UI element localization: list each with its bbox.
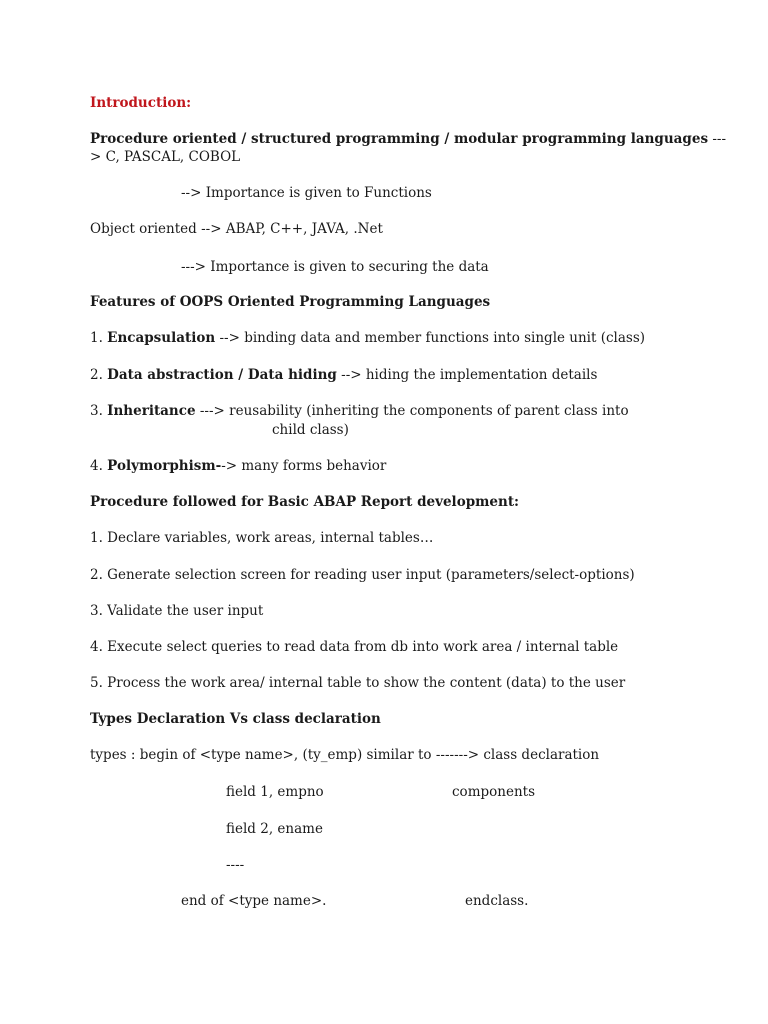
types-field1: field 1, empno xyxy=(226,784,324,800)
class-endclass: endclass. xyxy=(465,893,529,909)
object-oriented-line: Object oriented --> ABAP, C++, JAVA, .Net xyxy=(90,221,383,237)
feature-desc-continued: child class) xyxy=(272,422,349,438)
feature-number: 3. xyxy=(90,403,108,419)
object-oriented-importance: ---> Importance is given to securing the data xyxy=(181,259,489,275)
feature-number: 2. xyxy=(90,367,108,383)
types-field2: field 2, ename xyxy=(226,821,323,837)
procedure-oriented-tail: --- xyxy=(708,131,727,147)
feature-term: Polymorphism- xyxy=(107,458,222,474)
procedure-oriented-languages: > C, PASCAL, COBOL xyxy=(90,149,241,165)
feature-number: 1. xyxy=(90,330,108,346)
types-heading: Types Declaration Vs class declaration xyxy=(90,711,381,727)
feature-item xyxy=(90,402,629,420)
feature-number: 4. xyxy=(90,458,108,474)
feature-desc: -> many forms behavior xyxy=(221,458,387,474)
step-item: 4. Execute select queries to read data from db into work area / internal table xyxy=(90,639,619,655)
feature-desc: --> binding data and member functions into single unit (class) xyxy=(215,330,646,346)
feature-term: Encapsulation xyxy=(107,330,216,346)
intro-heading: Introduction: xyxy=(90,95,192,111)
step-item: 1. Declare variables, work areas, internal tables… xyxy=(90,530,434,546)
types-dashes: ---- xyxy=(226,857,245,873)
procedure-oriented-importance: --> Importance is given to Functions xyxy=(181,185,432,201)
feature-desc: ---> reusability (inheriting the components of parent class into xyxy=(195,403,629,419)
features-heading: Features of OOPS Oriented Programming Languages xyxy=(90,294,491,310)
step-item: 2. Generate selection screen for reading user input (parameters/select-options) xyxy=(90,567,635,583)
feature-term: Data abstraction / Data hiding xyxy=(107,367,337,383)
step-item: 3. Validate the user input xyxy=(90,603,264,619)
feature-item xyxy=(90,457,386,475)
procedure-oriented-line xyxy=(90,130,726,148)
feature-item xyxy=(90,366,597,384)
feature-desc: --> hiding the implementation details xyxy=(336,367,598,383)
class-components: components xyxy=(452,784,535,800)
types-end-line: end of <type name>. xyxy=(181,893,327,909)
feature-term: Inheritance xyxy=(107,403,196,419)
step-item: 5. Process the work area/ internal table to show the content (data) to the user xyxy=(90,675,626,691)
types-begin-line: types : begin of <type name>, (ty_emp) similar to -------> class declaration xyxy=(90,747,600,763)
procedure-oriented-text: Procedure oriented / structured programming / modular programming languages xyxy=(90,131,709,147)
procedure-heading: Procedure followed for Basic ABAP Report development: xyxy=(90,494,520,510)
feature-item xyxy=(90,329,645,347)
